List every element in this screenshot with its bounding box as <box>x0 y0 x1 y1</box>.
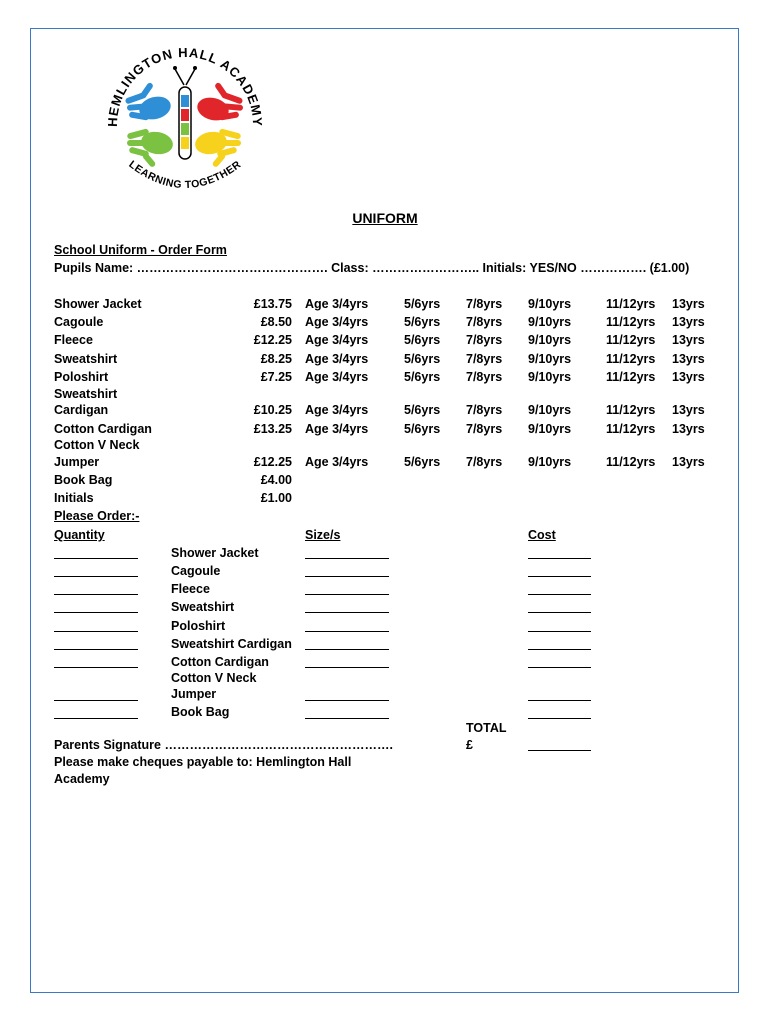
size-field[interactable] <box>305 558 389 559</box>
price-item-price: £13.25 <box>253 422 292 436</box>
size-field[interactable] <box>305 649 389 650</box>
size-option: 9/10yrs <box>528 455 572 469</box>
quantity-field[interactable] <box>54 700 138 701</box>
size-option: 7/8yrs <box>466 315 503 329</box>
size-option: 11/12yrs <box>606 455 656 469</box>
size-option: 9/10yrs <box>528 333 572 347</box>
size-option: 5/6yrs <box>404 333 441 347</box>
size-field[interactable] <box>305 576 389 577</box>
size-option: 13yrs <box>672 333 705 347</box>
logo-top-text: HEMLINGTON HALL ACADEMY <box>104 45 266 128</box>
quantity-column-header: Quantity <box>54 528 105 542</box>
size-option: 11/12yrs <box>606 352 656 366</box>
size-option: 9/10yrs <box>528 352 572 366</box>
price-item-price: £4.00 <box>260 473 292 487</box>
price-item-name-line1: Cotton V Neck <box>54 438 140 452</box>
price-item-name: Cardigan <box>54 403 109 417</box>
cost-field[interactable] <box>528 631 591 632</box>
size-option: 5/6yrs <box>404 403 441 417</box>
size-option: 13yrs <box>672 370 705 384</box>
size-option: 7/8yrs <box>466 370 503 384</box>
svg-text:LEARNING TOGETHER <box>126 158 243 191</box>
price-item-name: Cotton Cardigan <box>54 422 152 436</box>
size-option: 11/12yrs <box>606 422 656 436</box>
size-option: 5/6yrs <box>404 370 441 384</box>
logo-bottom-text: LEARNING TOGETHER <box>126 158 244 192</box>
size-field[interactable] <box>305 667 389 668</box>
size-option: 7/8yrs <box>466 403 503 417</box>
order-item-label: Sweatshirt <box>171 600 235 614</box>
parents-signature-line[interactable]: Parents Signature ………………………………………………. <box>54 738 393 752</box>
size-option: 7/8yrs <box>466 422 503 436</box>
cost-field[interactable] <box>528 576 591 577</box>
cost-field[interactable] <box>528 558 591 559</box>
cost-column-header: Cost <box>528 528 556 542</box>
price-item-price: £13.75 <box>253 297 292 311</box>
quantity-field[interactable] <box>54 649 138 650</box>
order-item-label: Poloshirt <box>171 619 226 633</box>
price-item-price: £7.25 <box>260 370 292 384</box>
price-item-name: Initials <box>54 491 94 505</box>
size-option: Age 3/4yrs <box>305 297 369 311</box>
size-option: Age 3/4yrs <box>305 422 369 436</box>
size-option: 9/10yrs <box>528 370 572 384</box>
cheques-payable-note-line2: Academy <box>54 772 110 786</box>
order-item-label: Book Bag <box>171 705 230 719</box>
quantity-field[interactable] <box>54 558 138 559</box>
order-item-label: Shower Jacket <box>171 546 259 560</box>
size-option: 7/8yrs <box>466 352 503 366</box>
size-option: 5/6yrs <box>404 455 441 469</box>
size-option: 13yrs <box>672 297 705 311</box>
price-item-price: £12.25 <box>253 455 292 469</box>
size-option: 11/12yrs <box>606 370 656 384</box>
size-option: 13yrs <box>672 315 705 329</box>
total-label: TOTAL <box>466 721 507 735</box>
size-option: 11/12yrs <box>606 297 656 311</box>
pupil-details-line: Pupils Name: ………………………………………. Class: …………………….. Initials: YES/NO ……………. (£1.00) <box>54 261 690 275</box>
order-item-label: Jumper <box>171 687 217 701</box>
order-item-label: Cotton Cardigan <box>171 655 269 669</box>
size-option: 5/6yrs <box>404 422 441 436</box>
quantity-field[interactable] <box>54 576 138 577</box>
size-option: Age 3/4yrs <box>305 370 369 384</box>
order-item-label: Sweatshirt Cardigan <box>171 637 292 651</box>
size-option: Age 3/4yrs <box>305 455 369 469</box>
quantity-field[interactable] <box>54 594 138 595</box>
size-option: Age 3/4yrs <box>305 315 369 329</box>
red-hand-icon <box>195 82 244 124</box>
total-currency: £ <box>466 738 473 752</box>
order-heading: Please Order:- <box>54 509 140 523</box>
price-item-name: Poloshirt <box>54 370 109 384</box>
cost-field[interactable] <box>528 718 591 719</box>
size-column-header: Size/s <box>305 528 341 542</box>
page-title: UNIFORM <box>352 210 418 226</box>
price-item-price: £1.00 <box>260 491 292 505</box>
quantity-field[interactable] <box>54 631 138 632</box>
butterfly-body-icon <box>173 66 197 159</box>
form-heading: School Uniform - Order Form <box>54 243 227 257</box>
price-item-name: Sweatshirt <box>54 352 118 366</box>
school-logo <box>95 45 275 205</box>
cheques-payable-note: Please make cheques payable to: Hemlington Hall <box>54 755 352 769</box>
order-item-label: Cagoule <box>171 564 221 578</box>
size-option: 9/10yrs <box>528 297 572 311</box>
size-option: 7/8yrs <box>466 297 503 311</box>
size-option: 5/6yrs <box>404 315 441 329</box>
size-option: 5/6yrs <box>404 352 441 366</box>
size-field[interactable] <box>305 612 389 613</box>
price-item-price: £8.50 <box>260 315 292 329</box>
price-item-price: £12.25 <box>253 333 292 347</box>
price-item-name: Book Bag <box>54 473 113 487</box>
size-option: Age 3/4yrs <box>305 403 369 417</box>
cost-field[interactable] <box>528 594 591 595</box>
size-option: 11/12yrs <box>606 333 656 347</box>
total-cost-field[interactable] <box>528 750 591 751</box>
cost-field[interactable] <box>528 649 591 650</box>
cost-field[interactable] <box>528 700 591 701</box>
size-option: 9/10yrs <box>528 422 572 436</box>
size-option: 5/6yrs <box>404 297 441 311</box>
price-item-name: Cagoule <box>54 315 104 329</box>
size-option: 9/10yrs <box>528 315 572 329</box>
size-field[interactable] <box>305 631 389 632</box>
price-item-name: Jumper <box>54 455 100 469</box>
quantity-field[interactable] <box>54 612 138 613</box>
size-option: 7/8yrs <box>466 455 503 469</box>
size-option: 7/8yrs <box>466 333 503 347</box>
price-item-name: Shower Jacket <box>54 297 142 311</box>
size-option: 9/10yrs <box>528 403 572 417</box>
size-option: 11/12yrs <box>606 403 656 417</box>
size-field[interactable] <box>305 718 389 719</box>
price-item-price: £10.25 <box>253 403 292 417</box>
size-field[interactable] <box>305 594 389 595</box>
price-item-price: £8.25 <box>260 352 292 366</box>
size-option: 11/12yrs <box>606 315 656 329</box>
size-field[interactable] <box>305 700 389 701</box>
size-option: 13yrs <box>672 403 705 417</box>
order-item-label-line1: Cotton V Neck <box>171 671 257 685</box>
quantity-field[interactable] <box>54 718 138 719</box>
cost-field[interactable] <box>528 667 591 668</box>
blue-hand-icon <box>125 82 174 123</box>
size-option: 13yrs <box>672 422 705 436</box>
size-option: 13yrs <box>672 455 705 469</box>
size-option: 13yrs <box>672 352 705 366</box>
size-option: Age 3/4yrs <box>305 333 369 347</box>
price-item-name: Fleece <box>54 333 93 347</box>
order-item-label: Fleece <box>171 582 210 596</box>
cost-field[interactable] <box>528 612 591 613</box>
size-option: Age 3/4yrs <box>305 352 369 366</box>
quantity-field[interactable] <box>54 667 138 668</box>
price-item-name-line1: Sweatshirt <box>54 387 118 401</box>
